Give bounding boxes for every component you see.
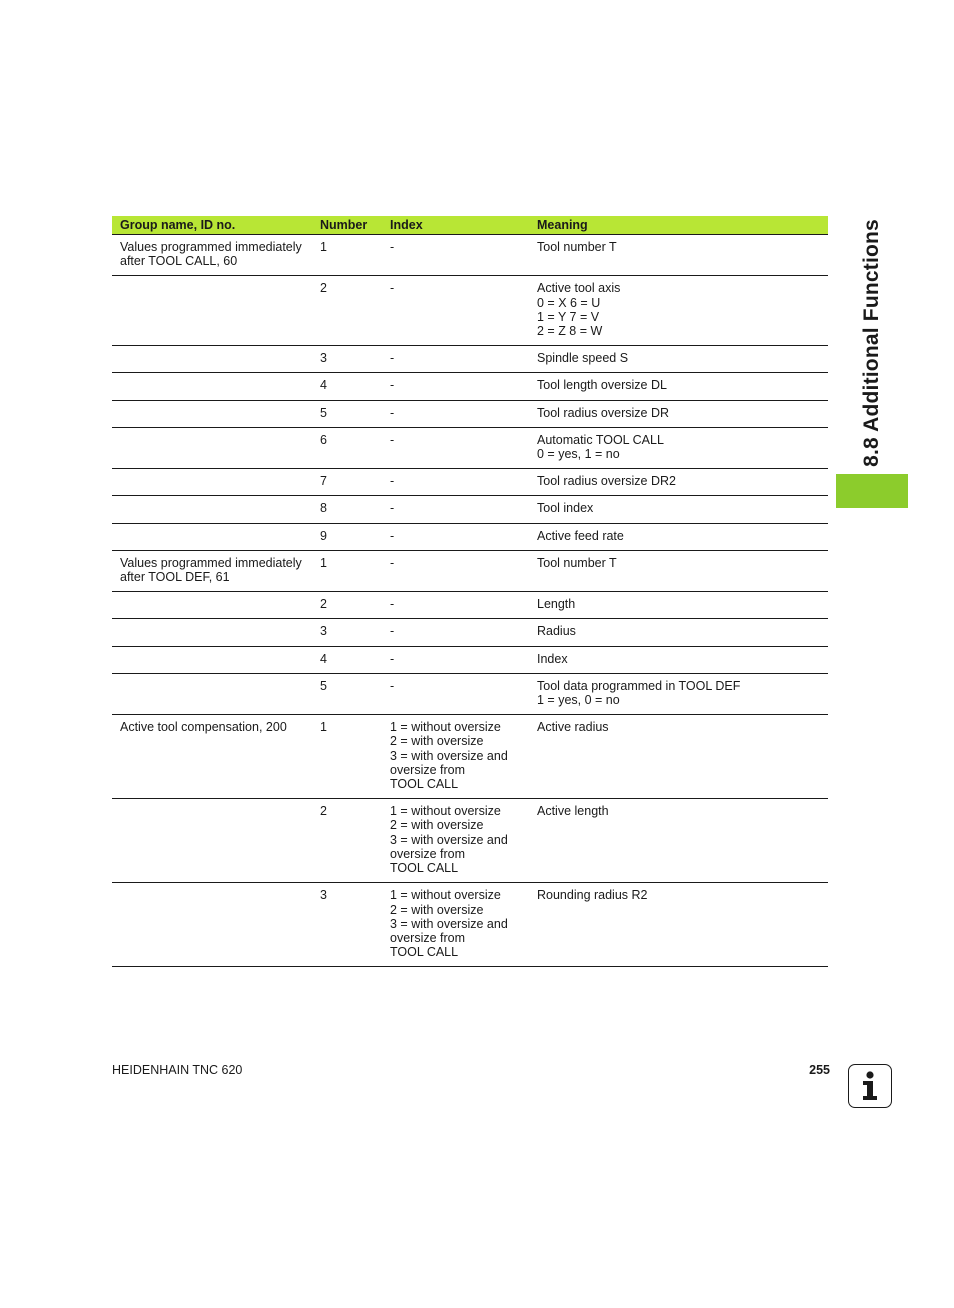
cell-index: - <box>386 550 533 591</box>
cell-number: 2 <box>316 799 386 883</box>
cell-group <box>112 427 316 468</box>
table-row <box>112 883 828 967</box>
table-row <box>112 673 828 714</box>
column-header-meaning: Meaning <box>533 216 828 235</box>
cell-index: - <box>386 496 533 523</box>
column-header-group: Group name, ID no. <box>112 216 316 235</box>
cell-number: 3 <box>316 619 386 646</box>
cell-meaning: Radius <box>533 619 828 646</box>
chapter-side-title <box>836 212 908 474</box>
chapter-title-text: 8.8 Additional Functions <box>860 219 884 467</box>
cell-meaning: Active tool axis 0 = X 6 = U 1 = Y 7 = V 2 = Z 8 = W <box>533 276 828 346</box>
table-row <box>112 646 828 673</box>
cell-number: 6 <box>316 427 386 468</box>
table-body <box>112 235 828 967</box>
cell-group <box>112 619 316 646</box>
cell-meaning: Tool number T <box>533 235 828 276</box>
cell-number: 9 <box>316 523 386 550</box>
cell-group <box>112 373 316 400</box>
cell-meaning: Tool index <box>533 496 828 523</box>
cell-index: - <box>386 619 533 646</box>
table-row <box>112 550 828 591</box>
cell-group <box>112 496 316 523</box>
cell-number: 5 <box>316 400 386 427</box>
cell-number: 3 <box>316 883 386 967</box>
cell-number: 2 <box>316 592 386 619</box>
cell-meaning: Tool data programmed in TOOL DEF 1 = yes, 0 = no <box>533 673 828 714</box>
cell-index: 1 = without oversize 2 = with oversize 3 = with oversize and oversize from TOOL CALL <box>386 715 533 799</box>
cell-number: 5 <box>316 673 386 714</box>
cell-group: Active tool compensation, 200 <box>112 715 316 799</box>
parameter-table <box>112 216 828 967</box>
column-header-number: Number <box>316 216 386 235</box>
table-row <box>112 799 828 883</box>
cell-group <box>112 523 316 550</box>
cell-meaning: Spindle speed S <box>533 346 828 373</box>
cell-index: - <box>386 592 533 619</box>
table-row <box>112 373 828 400</box>
cell-meaning: Automatic TOOL CALL 0 = yes, 1 = no <box>533 427 828 468</box>
table-row <box>112 400 828 427</box>
cell-meaning: Rounding radius R2 <box>533 883 828 967</box>
cell-index: - <box>386 276 533 346</box>
cell-meaning: Index <box>533 646 828 673</box>
table-row <box>112 346 828 373</box>
cell-group <box>112 646 316 673</box>
column-header-index: Index <box>386 216 533 235</box>
cell-index: - <box>386 673 533 714</box>
cell-index: - <box>386 646 533 673</box>
cell-number: 2 <box>316 276 386 346</box>
cell-group <box>112 469 316 496</box>
cell-meaning: Active length <box>533 799 828 883</box>
footer-product-name: HEIDENHAIN TNC 620 <box>112 1063 243 1077</box>
cell-meaning: Tool radius oversize DR <box>533 400 828 427</box>
cell-number: 8 <box>316 496 386 523</box>
cell-index: - <box>386 427 533 468</box>
cell-index: - <box>386 373 533 400</box>
cell-index: - <box>386 523 533 550</box>
table-row <box>112 496 828 523</box>
cell-index: - <box>386 469 533 496</box>
cell-group <box>112 346 316 373</box>
table-row <box>112 469 828 496</box>
table-header-row <box>112 216 828 235</box>
cell-meaning: Length <box>533 592 828 619</box>
cell-index: 1 = without oversize 2 = with oversize 3 = with oversize and oversize from TOOL CALL <box>386 883 533 967</box>
chapter-tab-marker <box>836 474 908 508</box>
cell-group: Values programmed immediately after TOOL CALL, 60 <box>112 235 316 276</box>
info-icon <box>848 1064 892 1108</box>
cell-number: 4 <box>316 373 386 400</box>
cell-index: - <box>386 400 533 427</box>
table-row <box>112 619 828 646</box>
cell-group <box>112 592 316 619</box>
cell-meaning: Tool number T <box>533 550 828 591</box>
cell-number: 1 <box>316 715 386 799</box>
cell-meaning: Tool radius oversize DR2 <box>533 469 828 496</box>
cell-meaning: Tool length oversize DL <box>533 373 828 400</box>
table-row <box>112 276 828 346</box>
cell-number: 1 <box>316 550 386 591</box>
table-row <box>112 427 828 468</box>
cell-group <box>112 276 316 346</box>
cell-number: 3 <box>316 346 386 373</box>
cell-index: 1 = without oversize 2 = with oversize 3 = with oversize and oversize from TOOL CALL <box>386 799 533 883</box>
cell-group <box>112 673 316 714</box>
table-row <box>112 523 828 550</box>
cell-meaning: Active radius <box>533 715 828 799</box>
cell-group: Values programmed immediately after TOOL DEF, 61 <box>112 550 316 591</box>
table-row <box>112 235 828 276</box>
cell-index: - <box>386 346 533 373</box>
cell-number: 4 <box>316 646 386 673</box>
cell-number: 1 <box>316 235 386 276</box>
cell-index: - <box>386 235 533 276</box>
cell-group <box>112 400 316 427</box>
cell-number: 7 <box>316 469 386 496</box>
table-row <box>112 592 828 619</box>
cell-meaning: Active feed rate <box>533 523 828 550</box>
cell-group <box>112 799 316 883</box>
cell-group <box>112 883 316 967</box>
page-number: 255 <box>809 1063 830 1077</box>
table-row <box>112 715 828 799</box>
